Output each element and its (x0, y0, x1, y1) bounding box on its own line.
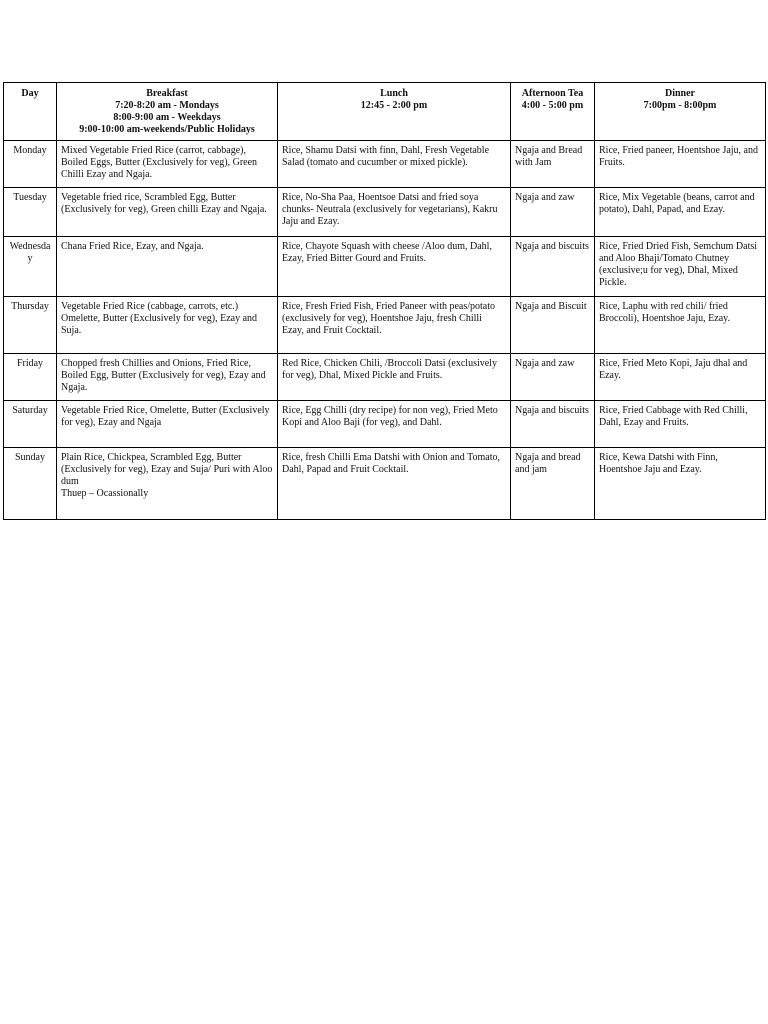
lunch-cell: Red Rice, Chicken Chili, /Broccoli Datsi (exclusively for veg), Dhal, Mixed Pickle and Fruits. (278, 354, 511, 401)
header-breakfast (57, 83, 278, 141)
dinner-cell: Rice, Fried Cabbage with Red Chilli, Dahl, Ezay and Fruits. (595, 401, 766, 448)
header-breakfast-time-weekdays: 8:00-9:00 am - Weekdays (113, 112, 221, 123)
breakfast-cell: Chana Fried Rice, Ezay, and Ngaja. (57, 237, 278, 297)
dinner-cell: Rice, Kewa Datshi with Finn, Hoentshoe Jaju and Ezay. (595, 448, 766, 520)
day-cell: Saturday (4, 401, 57, 448)
header-lunch-title: Lunch (380, 88, 408, 99)
table-row (4, 354, 766, 401)
tea-cell: Ngaja and bread and jam (511, 448, 595, 520)
header-day-title: Day (21, 88, 39, 99)
dinner-cell: Rice, Mix Vegetable (beans, carrot and potato), Dahl, Papad, and Ezay. (595, 188, 766, 237)
header-breakfast-time-weekends: 9:00-10:00 am-weekends/Public Holidays (79, 124, 255, 135)
lunch-cell: Rice, Fresh Fried Fish, Fried Paneer with peas/potato (exclusively for veg), Hoentshoe Jaju, fresh Chilli Ezay, and Fruit Cocktail. (278, 297, 511, 354)
lunch-cell: Rice, Egg Chilli (dry recipe) for non veg), Fried Meto Kopi and Aloo Baji (for veg), and Dahl. (278, 401, 511, 448)
table-row (4, 188, 766, 237)
header-row (4, 83, 766, 141)
table-row (4, 448, 766, 520)
table-row (4, 141, 766, 188)
tea-cell: Ngaja and Biscuit (511, 297, 595, 354)
dinner-cell: Rice, Fried paneer, Hoentshoe Jaju, and Fruits. (595, 141, 766, 188)
tea-cell: Ngaja and zaw (511, 354, 595, 401)
header-day (4, 83, 57, 141)
dinner-cell: Rice, Fried Meto Kopi, Jaju dhal and Ezay. (595, 354, 766, 401)
lunch-cell: Rice, Chayote Squash with cheese /Aloo dum, Dahl, Ezay, Fried Bitter Gourd and Fruits. (278, 237, 511, 297)
tea-cell: Ngaja and biscuits (511, 401, 595, 448)
header-tea-time: 4:00 - 5:00 pm (521, 100, 584, 111)
lunch-cell: Rice, Shamu Datsi with finn, Dahl, Fresh Vegetable Salad (tomato and cucumber or mixed pickle). (278, 141, 511, 188)
table-row (4, 237, 766, 297)
breakfast-cell-main: Plain Rice, Chickpea, Scrambled Egg, Butter (Exclusively for veg), Ezay and Suja/ Puri with Aloo dum (61, 452, 273, 487)
header-lunch-time: 12:45 - 2:00 pm (360, 100, 428, 111)
table-row (4, 297, 766, 354)
breakfast-cell: Vegetable Fried Rice, Omelette, Butter (Exclusively for veg), Ezay and Ngaja (57, 401, 278, 448)
dinner-cell: Rice, Laphu with red chili/ fried Broccoli), Hoentshoe Jaju, Ezay. (595, 297, 766, 354)
header-breakfast-title: Breakfast (146, 88, 188, 99)
breakfast-cell: Chopped fresh Chillies and Onions, Fried Rice, Boiled Egg, Butter (Exclusively for veg), Ezay and Ngaja. (57, 354, 278, 401)
header-tea-title: Afternoon Tea (521, 88, 584, 99)
header-lunch (278, 83, 511, 141)
day-cell: Monday (4, 141, 57, 188)
day-cell: Wednesday (4, 237, 57, 297)
table-row (4, 401, 766, 448)
day-cell: Thursday (4, 297, 57, 354)
dinner-cell: Rice, Fried Dried Fish, Semchum Datsi and Aloo Bhaji/Tomato Chutney (exclusive;u for veg), Dhal, Mixed Pickle. (595, 237, 766, 297)
tea-cell: Ngaja and biscuits (511, 237, 595, 297)
breakfast-cell (57, 448, 278, 520)
lunch-cell: Rice, No-Sha Paa, Hoentsoe Datsi and fried soya chunks- Neutrala (exclusively for vegetarians), Kakru Jaju and Ezay. (278, 188, 511, 237)
header-dinner (595, 83, 766, 141)
tea-cell: Ngaja and zaw (511, 188, 595, 237)
day-cell: Tuesday (4, 188, 57, 237)
header-dinner-title: Dinner (665, 88, 695, 99)
breakfast-cell: Vegetable fried rice, Scrambled Egg, Butter (Exclusively for veg), Green chilli Ezay and Ngaja. (57, 188, 278, 237)
tea-cell: Ngaja and Bread with Jam (511, 141, 595, 188)
header-dinner-time: 7:00pm - 8:00pm (643, 100, 717, 111)
day-cell: Friday (4, 354, 57, 401)
header-afternoon-tea (511, 83, 595, 141)
breakfast-cell: Mixed Vegetable Fried Rice (carrot, cabbage), Boiled Eggs, Butter (Exclusively for veg), Green Chilli Ezay and Ngaja. (57, 141, 278, 188)
header-breakfast-time-mondays: 7:20-8:20 am - Mondays (115, 100, 219, 111)
day-cell: Sunday (4, 448, 57, 520)
breakfast-cell: Vegetable Fried Rice (cabbage, carrots, etc.) Omelette, Butter (Exclusively for veg), Ezay and Suja. (57, 297, 278, 354)
breakfast-cell-occasional: Thuep – Ocassionally (61, 488, 149, 499)
weekly-menu-table (3, 82, 766, 520)
lunch-cell: Rice, fresh Chilli Ema Datshi with Onion and Tomato, Dahl, Papad and Fruit Cocktail. (278, 448, 511, 520)
